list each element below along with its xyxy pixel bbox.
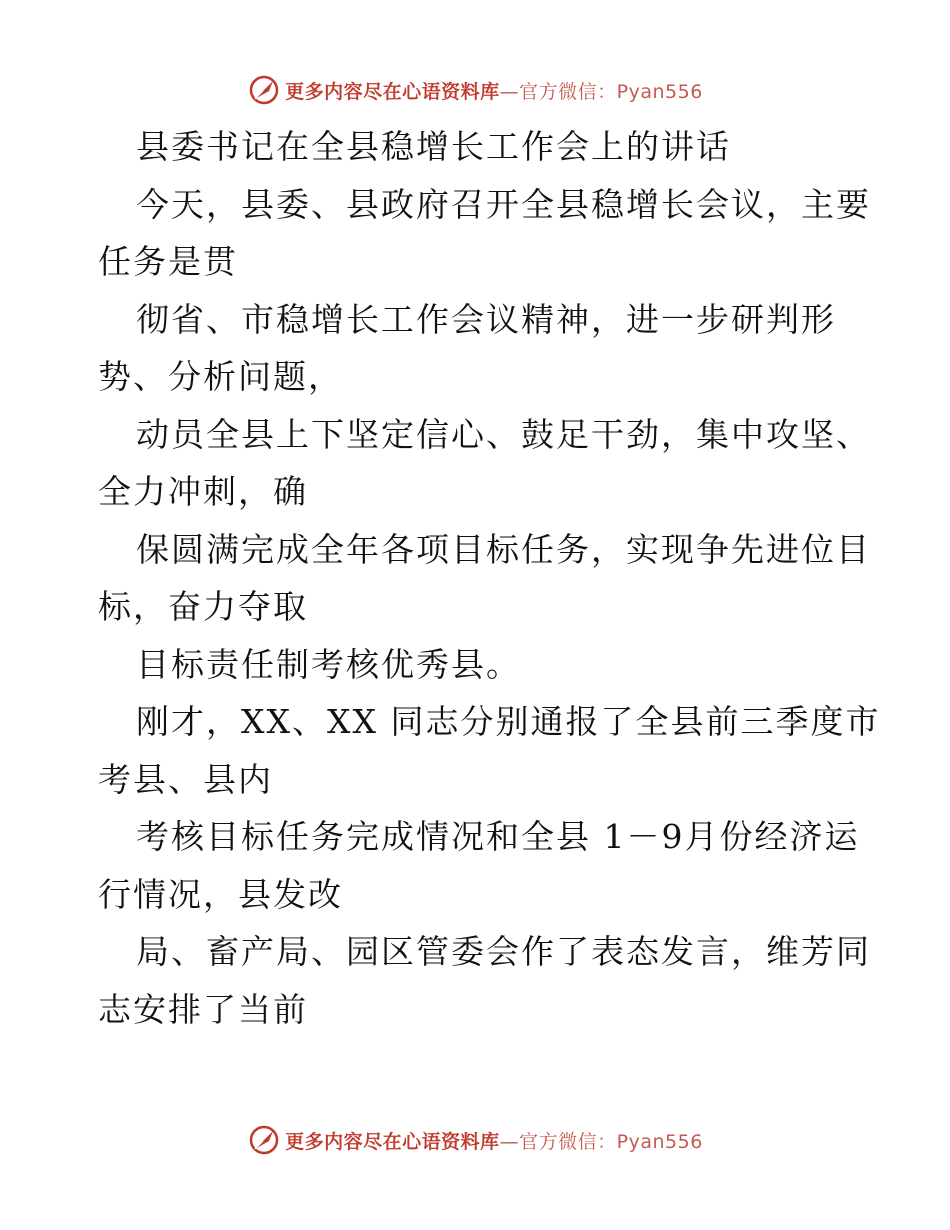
banner-wechat-text: 官方微信：Pyan556: [519, 1130, 703, 1153]
text-line: 保圆满完成全年各项目标任务，实现争先进位目: [136, 529, 871, 569]
text-line: 目标责任制考核优秀县。: [136, 644, 521, 684]
text-line: 任务是贯: [98, 242, 238, 281]
text-line: 局、畜产局、园区管委会作了表态发言，维芳同: [136, 932, 871, 971]
banner-separator: —: [499, 80, 520, 103]
text-line: 考县、县内: [98, 759, 273, 799]
text-line: 刚才，XX、XX 同志分别通报了全县前三季度市: [136, 702, 881, 741]
banner-wechat-text: 官方微信：Pyan556: [519, 80, 703, 103]
banner-site-text: 更多内容尽在心语资料库: [285, 80, 500, 103]
document-title: 县委书记在全县稳增长工作会上的讲话: [136, 127, 731, 166]
banner-text: [285, 1127, 703, 1154]
text-line: 动员全县上下坚定信心、鼓足干劲，集中攻坚、: [136, 414, 871, 454]
document-body: [98, 118, 881, 1038]
banner-text: [285, 77, 703, 104]
banner-separator: —: [499, 1130, 520, 1153]
quill-logo-icon: [247, 1123, 281, 1157]
text-line: 标，奋力夺取: [98, 587, 308, 626]
banner-site-text: 更多内容尽在心语资料库: [285, 1130, 500, 1153]
quill-logo-icon: [247, 73, 281, 107]
text-line: 行情况，县发改: [98, 874, 343, 914]
footer-banner: [0, 1120, 950, 1160]
text-line: 今天，县委、县政府召开全县稳增长会议，主要: [136, 184, 871, 224]
header-banner: [0, 70, 950, 110]
text-line: 全力冲刺，确: [98, 472, 308, 511]
text-line: 彻省、市稳增长工作会议精神，进一步研判形: [136, 299, 836, 339]
text-line: 志安排了当前: [98, 989, 308, 1029]
text-line: 考核目标任务完成情况和全县 1－9月份经济运: [136, 817, 860, 856]
text-line: 势、分析问题，: [98, 357, 343, 396]
